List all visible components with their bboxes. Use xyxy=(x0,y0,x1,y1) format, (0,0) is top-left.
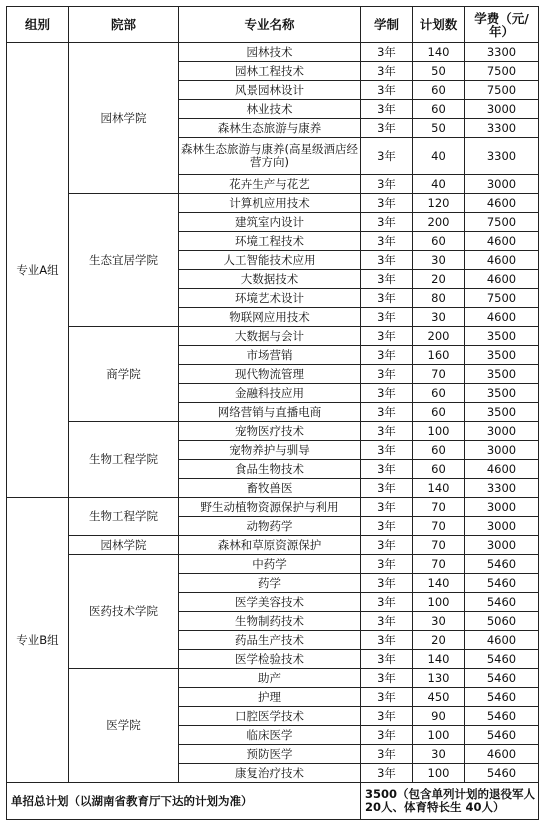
plan-cell: 60 xyxy=(413,100,465,119)
plan-cell: 20 xyxy=(413,631,465,650)
years-cell: 3年 xyxy=(361,81,413,100)
years-cell: 3年 xyxy=(361,308,413,327)
plan-cell: 40 xyxy=(413,175,465,194)
fee-cell: 7500 xyxy=(465,213,539,232)
college-cell: 生物工程学院 xyxy=(69,498,179,536)
college-cell: 生物工程学院 xyxy=(69,422,179,498)
major-cell: 园林工程技术 xyxy=(179,62,361,81)
fee-cell: 4600 xyxy=(465,232,539,251)
major-cell: 森林生态旅游与康养 xyxy=(179,119,361,138)
college-cell: 园林学院 xyxy=(69,536,179,555)
fee-cell: 3500 xyxy=(465,346,539,365)
years-cell: 3年 xyxy=(361,403,413,422)
fee-cell: 4600 xyxy=(465,460,539,479)
header-major: 专业名称 xyxy=(179,7,361,43)
fee-cell: 5460 xyxy=(465,726,539,745)
fee-cell: 4600 xyxy=(465,631,539,650)
plan-cell: 100 xyxy=(413,726,465,745)
plan-cell: 70 xyxy=(413,365,465,384)
major-cell: 环境工程技术 xyxy=(179,232,361,251)
fee-cell: 7500 xyxy=(465,62,539,81)
table-row xyxy=(7,194,539,213)
fee-cell: 3000 xyxy=(465,498,539,517)
major-cell: 金融科技应用 xyxy=(179,384,361,403)
years-cell: 3年 xyxy=(361,593,413,612)
plan-cell: 160 xyxy=(413,346,465,365)
table-row xyxy=(7,422,539,441)
plan-cell: 50 xyxy=(413,62,465,81)
fee-cell: 3300 xyxy=(465,119,539,138)
years-cell: 3年 xyxy=(361,650,413,669)
major-cell: 大数据与会计 xyxy=(179,327,361,346)
plan-cell: 140 xyxy=(413,43,465,62)
fee-cell: 3500 xyxy=(465,365,539,384)
years-cell: 3年 xyxy=(361,441,413,460)
fee-cell: 3000 xyxy=(465,100,539,119)
fee-cell: 4600 xyxy=(465,270,539,289)
plan-cell: 30 xyxy=(413,745,465,764)
major-cell: 人工智能技术应用 xyxy=(179,251,361,270)
college-cell: 商学院 xyxy=(69,327,179,422)
header-group: 组别 xyxy=(7,7,69,43)
major-cell: 建筑室内设计 xyxy=(179,213,361,232)
major-cell: 大数据技术 xyxy=(179,270,361,289)
major-cell: 药学 xyxy=(179,574,361,593)
plan-cell: 200 xyxy=(413,213,465,232)
years-cell: 3年 xyxy=(361,119,413,138)
fee-cell: 4600 xyxy=(465,194,539,213)
years-cell: 3年 xyxy=(361,327,413,346)
major-cell: 中药学 xyxy=(179,555,361,574)
plan-cell: 90 xyxy=(413,707,465,726)
plan-cell: 50 xyxy=(413,119,465,138)
plan-cell: 100 xyxy=(413,593,465,612)
years-cell: 3年 xyxy=(361,422,413,441)
college-cell: 园林学院 xyxy=(69,43,179,194)
plan-cell: 130 xyxy=(413,669,465,688)
footer-value: 3500（包含单列计划的退役军人20人、体育特长生 40人） xyxy=(361,783,539,820)
plan-cell: 70 xyxy=(413,517,465,536)
years-cell: 3年 xyxy=(361,536,413,555)
major-cell: 宠物养护与驯导 xyxy=(179,441,361,460)
plan-cell: 140 xyxy=(413,574,465,593)
table-row xyxy=(7,43,539,62)
years-cell: 3年 xyxy=(361,232,413,251)
years-cell: 3年 xyxy=(361,555,413,574)
group-cell: 专业A组 xyxy=(7,43,69,498)
major-cell: 食品生物技术 xyxy=(179,460,361,479)
header-years: 学制 xyxy=(361,7,413,43)
table-body xyxy=(7,43,539,783)
major-cell: 康复治疗技术 xyxy=(179,764,361,783)
plan-cell: 70 xyxy=(413,498,465,517)
years-cell: 3年 xyxy=(361,498,413,517)
enrollment-plan-table xyxy=(6,6,539,820)
major-cell: 园林技术 xyxy=(179,43,361,62)
years-cell: 3年 xyxy=(361,62,413,81)
plan-cell: 60 xyxy=(413,232,465,251)
group-cell: 专业B组 xyxy=(7,498,69,783)
fee-cell: 3300 xyxy=(465,479,539,498)
college-cell: 医学院 xyxy=(69,669,179,783)
years-cell: 3年 xyxy=(361,517,413,536)
header-fee: 学费（元/年） xyxy=(465,7,539,43)
fee-cell: 3000 xyxy=(465,536,539,555)
plan-cell: 140 xyxy=(413,479,465,498)
plan-cell: 40 xyxy=(413,138,465,175)
years-cell: 3年 xyxy=(361,43,413,62)
plan-cell: 100 xyxy=(413,764,465,783)
years-cell: 3年 xyxy=(361,612,413,631)
fee-cell: 5460 xyxy=(465,688,539,707)
plan-cell: 100 xyxy=(413,422,465,441)
years-cell: 3年 xyxy=(361,669,413,688)
plan-cell: 120 xyxy=(413,194,465,213)
major-cell: 市场营销 xyxy=(179,346,361,365)
plan-cell: 200 xyxy=(413,327,465,346)
fee-cell: 4600 xyxy=(465,745,539,764)
fee-cell: 3300 xyxy=(465,138,539,175)
fee-cell: 5460 xyxy=(465,764,539,783)
header-plan: 计划数 xyxy=(413,7,465,43)
plan-cell: 30 xyxy=(413,308,465,327)
major-cell: 医学美容技术 xyxy=(179,593,361,612)
plan-cell: 70 xyxy=(413,536,465,555)
plan-cell: 80 xyxy=(413,289,465,308)
fee-cell: 5460 xyxy=(465,707,539,726)
major-cell: 生物制药技术 xyxy=(179,612,361,631)
major-cell: 花卉生产与花艺 xyxy=(179,175,361,194)
plan-cell: 70 xyxy=(413,555,465,574)
years-cell: 3年 xyxy=(361,194,413,213)
plan-cell: 60 xyxy=(413,460,465,479)
major-cell: 环境艺术设计 xyxy=(179,289,361,308)
major-cell: 物联网应用技术 xyxy=(179,308,361,327)
major-cell: 临床医学 xyxy=(179,726,361,745)
table-row xyxy=(7,555,539,574)
table-row xyxy=(7,498,539,517)
major-cell: 计算机应用技术 xyxy=(179,194,361,213)
plan-cell: 30 xyxy=(413,612,465,631)
college-cell: 医药技术学院 xyxy=(69,555,179,669)
years-cell: 3年 xyxy=(361,365,413,384)
fee-cell: 5460 xyxy=(465,650,539,669)
table-row xyxy=(7,327,539,346)
plan-cell: 140 xyxy=(413,650,465,669)
years-cell: 3年 xyxy=(361,346,413,365)
plan-cell: 450 xyxy=(413,688,465,707)
years-cell: 3年 xyxy=(361,100,413,119)
years-cell: 3年 xyxy=(361,460,413,479)
major-cell: 口腔医学技术 xyxy=(179,707,361,726)
fee-cell: 4600 xyxy=(465,308,539,327)
years-cell: 3年 xyxy=(361,384,413,403)
major-cell: 森林和草原资源保护 xyxy=(179,536,361,555)
major-cell: 医学检验技术 xyxy=(179,650,361,669)
years-cell: 3年 xyxy=(361,213,413,232)
plan-cell: 30 xyxy=(413,251,465,270)
fee-cell: 3500 xyxy=(465,384,539,403)
years-cell: 3年 xyxy=(361,574,413,593)
major-cell: 野生动植物资源保护与利用 xyxy=(179,498,361,517)
years-cell: 3年 xyxy=(361,270,413,289)
fee-cell: 3000 xyxy=(465,441,539,460)
years-cell: 3年 xyxy=(361,745,413,764)
table-row xyxy=(7,536,539,555)
fee-cell: 5460 xyxy=(465,555,539,574)
header-row xyxy=(7,7,539,43)
fee-cell: 3000 xyxy=(465,422,539,441)
footer-row xyxy=(7,783,539,820)
major-cell: 护理 xyxy=(179,688,361,707)
fee-cell: 5460 xyxy=(465,574,539,593)
fee-cell: 5460 xyxy=(465,669,539,688)
fee-cell: 7500 xyxy=(465,81,539,100)
college-cell: 生态宜居学院 xyxy=(69,194,179,327)
major-cell: 网络营销与直播电商 xyxy=(179,403,361,422)
years-cell: 3年 xyxy=(361,688,413,707)
header-college: 院部 xyxy=(69,7,179,43)
major-cell: 药品生产技术 xyxy=(179,631,361,650)
years-cell: 3年 xyxy=(361,707,413,726)
major-cell: 风景园林设计 xyxy=(179,81,361,100)
years-cell: 3年 xyxy=(361,138,413,175)
years-cell: 3年 xyxy=(361,479,413,498)
major-cell: 现代物流管理 xyxy=(179,365,361,384)
fee-cell: 5060 xyxy=(465,612,539,631)
major-cell: 预防医学 xyxy=(179,745,361,764)
years-cell: 3年 xyxy=(361,631,413,650)
plan-cell: 20 xyxy=(413,270,465,289)
major-cell: 林业技术 xyxy=(179,100,361,119)
plan-cell: 60 xyxy=(413,403,465,422)
years-cell: 3年 xyxy=(361,175,413,194)
plan-cell: 60 xyxy=(413,441,465,460)
major-cell: 畜牧兽医 xyxy=(179,479,361,498)
major-cell: 动物药学 xyxy=(179,517,361,536)
plan-cell: 60 xyxy=(413,81,465,100)
major-cell: 助产 xyxy=(179,669,361,688)
major-cell: 森林生态旅游与康养(高星级酒店经营方向) xyxy=(179,138,361,175)
years-cell: 3年 xyxy=(361,764,413,783)
years-cell: 3年 xyxy=(361,251,413,270)
footer-label: 单招总计划（以湖南省教育厅下达的计划为准） xyxy=(7,783,361,820)
table-row xyxy=(7,669,539,688)
fee-cell: 3300 xyxy=(465,43,539,62)
fee-cell: 3500 xyxy=(465,327,539,346)
fee-cell: 3500 xyxy=(465,403,539,422)
fee-cell: 5460 xyxy=(465,593,539,612)
fee-cell: 7500 xyxy=(465,289,539,308)
major-cell: 宠物医疗技术 xyxy=(179,422,361,441)
fee-cell: 3000 xyxy=(465,175,539,194)
fee-cell: 3000 xyxy=(465,517,539,536)
plan-cell: 60 xyxy=(413,384,465,403)
fee-cell: 4600 xyxy=(465,251,539,270)
years-cell: 3年 xyxy=(361,726,413,745)
years-cell: 3年 xyxy=(361,289,413,308)
